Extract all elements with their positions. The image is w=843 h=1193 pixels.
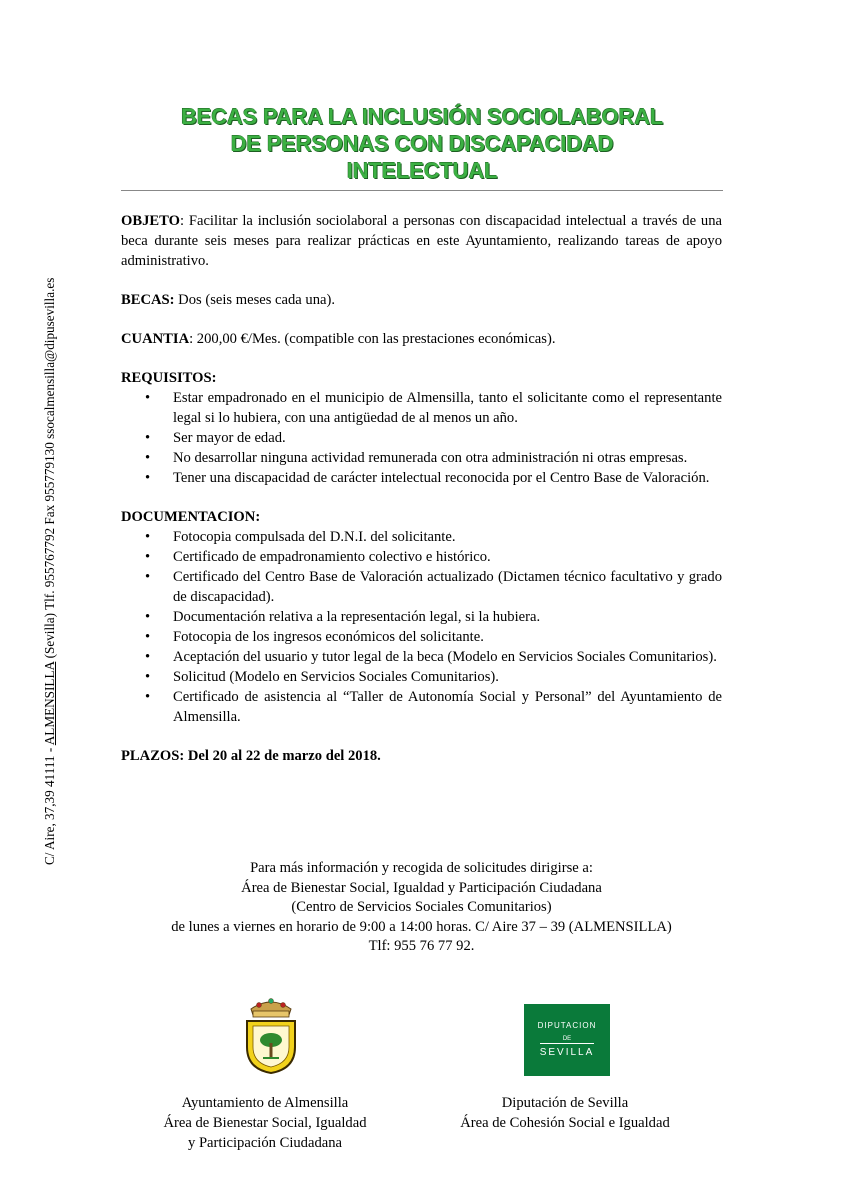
requisitos-list [121, 388, 722, 488]
town-text: ALMENSILLA [42, 661, 57, 746]
logo-text-2: DE [562, 1036, 572, 1042]
objeto-paragraph [121, 211, 722, 271]
list-item: • Tener una discapacidad de carácter intelectual reconocida por el Centro Base de Valoración. [145, 470, 710, 486]
info-line-1: Para más información y recogida de solicitudes dirigirse a: [250, 860, 593, 876]
bullet-icon: • [145, 569, 151, 585]
title-line-2: DE PERSONAS CON DISCAPACIDAD [230, 131, 614, 156]
contact-text: (Sevilla) Tlf. 955767792 Fax 955779130 ssocalmensilla@dipusevilla.es [42, 277, 57, 662]
bullet-icon: • [145, 390, 151, 406]
plazos-text: PLAZOS: Del 20 al 22 de marzo del 2018. [121, 748, 381, 764]
cuantia-text: : 200,00 €/Mes. (compatible con las prestaciones económicas). [189, 331, 556, 347]
caption-left-line-2: Área de Bienestar Social, Igualdad [163, 1115, 367, 1131]
list-item: • Certificado del Centro Base de Valoración actualizado (Dictamen técnico facultativo y grado de discapacidad). [145, 569, 722, 605]
bullet-icon: • [145, 649, 151, 665]
list-item: • Solicitud (Modelo en Servicios Sociales Comunitarios). [145, 669, 499, 685]
title-line-3: INTELECTUAL [346, 158, 498, 183]
info-line-2: Área de Bienestar Social, Igualdad y Participación Ciudadana [241, 879, 602, 896]
documentacion-heading: DOCUMENTACION: [121, 509, 261, 525]
bullet-icon: • [145, 609, 151, 625]
bullet-icon: • [145, 629, 151, 645]
list-item: • Certificado de asistencia al “Taller de Autonomía Social y Personal” del Ayuntamiento de Almensilla. [145, 689, 722, 725]
documentacion-list [121, 527, 722, 727]
list-item: • Documentación relativa a la representación legal, si la hubiera. [145, 609, 541, 625]
cuantia-paragraph [121, 329, 722, 349]
caption-left [130, 1093, 400, 1153]
title-divider [121, 190, 723, 191]
becas-text: Dos (seis meses cada una). [174, 292, 336, 308]
info-line-5: Tlf: 955 76 77 92. [368, 938, 475, 954]
info-block [121, 859, 722, 957]
cuantia-label: CUANTIA [121, 331, 190, 347]
logo-text-3: SEVILLA [539, 1047, 595, 1058]
title-line-1: BECAS PARA LA INCLUSIÓN SOCIOLABORAL [180, 104, 664, 129]
list-item: • Aceptación del usuario y tutor legal de la beca (Modelo en Servicios Sociales Comunitarios). [145, 649, 717, 665]
bullet-icon: • [145, 450, 151, 466]
bullet-icon: • [145, 470, 151, 486]
list-item: • No desarrollar ninguna actividad remunerada con otra administración ni otras empresas. [145, 450, 688, 466]
caption-right-line-1: Diputación de Sevilla [501, 1095, 629, 1111]
diputacion-sevilla-logo [524, 1004, 610, 1076]
bullet-icon: • [145, 430, 151, 446]
list-item: • Certificado de empadronamiento colectivo e histórico. [145, 549, 491, 565]
requisitos-heading: REQUISITOS: [121, 370, 217, 386]
objeto-label: OBJETO [121, 213, 180, 229]
list-item: • Estar empadronado en el municipio de Almensilla, tanto el solicitante como el representante legal si lo hubiera, con una antigüedad de al menos un año. [145, 390, 722, 426]
list-item: • Ser mayor de edad. [145, 430, 286, 446]
bullet-icon: • [145, 549, 151, 565]
bullet-icon: • [145, 669, 151, 685]
document-body [121, 211, 722, 766]
caption-left-line-1: Ayuntamiento de Almensilla [181, 1095, 349, 1111]
list-item: • Fotocopia de los ingresos económicos del solicitante. [145, 629, 484, 645]
caption-right [430, 1093, 700, 1133]
caption-left-line-3: y Participación Ciudadana [188, 1135, 342, 1151]
list-item: • Fotocopia compulsada del D.N.I. del solicitante. [145, 529, 456, 545]
info-line-4: de lunes a viernes en horario de 9:00 a 14:00 horas. C/ Aire 37 – 39 (ALMENSILLA) [171, 918, 672, 935]
logo-text-1: DIPUTACION [537, 1021, 597, 1030]
bullet-icon: • [145, 689, 151, 705]
becas-label: BECAS: [121, 292, 175, 308]
objeto-text: : Facilitar la inclusión sociolaboral a personas con discapacidad intelectual a través de una beca durante seis meses para realizar prácticas en este Ayuntamiento, realizando tareas de apoyo administrativo. [121, 213, 722, 269]
document-title [121, 103, 723, 184]
sidebar-contact-text [42, 277, 58, 865]
almensilla-coat-of-arms-icon [241, 995, 301, 1075]
becas-paragraph [121, 290, 722, 310]
caption-right-line-2: Área de Cohesión Social e Igualdad [460, 1115, 670, 1131]
info-line-3: (Centro de Servicios Sociales Comunitarios) [291, 899, 552, 915]
bullet-icon: • [145, 529, 151, 545]
address-text: C/ Aire, 37,39 41111 - [42, 745, 57, 865]
